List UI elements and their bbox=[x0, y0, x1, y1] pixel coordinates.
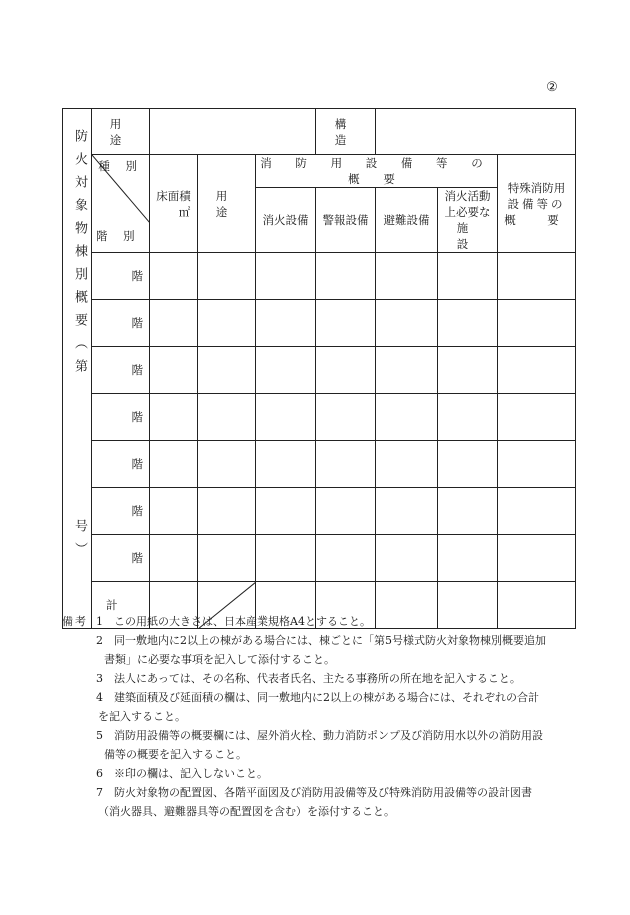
total-label: 計 bbox=[92, 582, 150, 629]
note-3: 3 法人にあっては、その名称、代表者氏名、主たる事務所の所在地を記入すること。 bbox=[96, 672, 521, 685]
note-2-continued: 書類」に必要な事項を記入して添付すること。 bbox=[104, 653, 335, 666]
fire-ext-input[interactable] bbox=[256, 441, 316, 488]
firefight-input[interactable] bbox=[438, 394, 498, 441]
use-cell-input[interactable] bbox=[198, 441, 256, 488]
form-title-upper: 防火対象物棟別概要（第 bbox=[72, 129, 87, 382]
table-row bbox=[63, 347, 576, 394]
evac-input[interactable] bbox=[376, 347, 438, 394]
note-2: 2 同一敷地内に2以上の棟がある場合には、棟ごとに「第5号様式防火対象物棟別概要追加 bbox=[96, 634, 546, 647]
fire-extinguishing-header: 消火設備 bbox=[256, 188, 316, 253]
special-line-3: 概 要 bbox=[504, 212, 569, 227]
special-equipment-header bbox=[498, 155, 576, 253]
firefight-line-3: 施 設 bbox=[456, 221, 500, 251]
firefight-input[interactable] bbox=[438, 488, 498, 535]
floor-label-cell: 階 bbox=[92, 347, 150, 394]
alarm-input[interactable] bbox=[316, 253, 376, 300]
alarm-input[interactable] bbox=[316, 394, 376, 441]
evac-input[interactable] bbox=[376, 253, 438, 300]
kind-floor-header bbox=[92, 155, 150, 253]
floor-area-input[interactable] bbox=[150, 347, 198, 394]
alarm-input[interactable] bbox=[316, 347, 376, 394]
use-cell-input[interactable] bbox=[198, 253, 256, 300]
form-title-lower: 号） bbox=[72, 519, 87, 565]
floor-area-label: 床面積 bbox=[156, 188, 191, 203]
table-row bbox=[63, 394, 576, 441]
floor-area-input[interactable] bbox=[150, 394, 198, 441]
note-1: 1 この用紙の大きさは、日本産業規格A4とすること。 bbox=[96, 615, 371, 628]
firefight-line-1: 消火活動 bbox=[444, 189, 491, 203]
evac-input[interactable] bbox=[376, 300, 438, 347]
floor-label-cell: 階 bbox=[92, 253, 150, 300]
use-cell-input[interactable] bbox=[198, 535, 256, 582]
special-input[interactable] bbox=[498, 441, 576, 488]
alarm-input[interactable] bbox=[316, 535, 376, 582]
floor-area-input[interactable] bbox=[150, 441, 198, 488]
note-5-continued: 備等の概要を記入すること。 bbox=[104, 748, 247, 761]
special-input[interactable] bbox=[498, 488, 576, 535]
firefighting-facility-header bbox=[438, 188, 498, 253]
use-cell-input[interactable] bbox=[198, 300, 256, 347]
fire-ext-input[interactable] bbox=[256, 347, 316, 394]
firefight-input[interactable] bbox=[438, 535, 498, 582]
kind-label: 種 別 bbox=[98, 159, 143, 173]
use-input[interactable] bbox=[150, 109, 316, 155]
note-6: 6 ※印の欄は、記入しないこと。 bbox=[96, 767, 268, 780]
page-number: ② bbox=[546, 80, 558, 95]
special-input[interactable] bbox=[498, 394, 576, 441]
special-input[interactable] bbox=[498, 347, 576, 394]
evac-input[interactable] bbox=[376, 394, 438, 441]
use-cell-input[interactable] bbox=[198, 488, 256, 535]
floor-area-input[interactable] bbox=[150, 535, 198, 582]
evac-input[interactable] bbox=[376, 488, 438, 535]
firefight-line-2: 上必要な bbox=[444, 205, 491, 219]
evac-input[interactable] bbox=[376, 535, 438, 582]
use-header: 用 途 bbox=[198, 155, 256, 253]
firefight-input[interactable] bbox=[438, 253, 498, 300]
vertical-title-cell bbox=[63, 109, 92, 629]
use-label: 用 途 bbox=[92, 109, 150, 155]
alarm-header: 警報設備 bbox=[316, 188, 376, 253]
table-row bbox=[63, 488, 576, 535]
fire-ext-input[interactable] bbox=[256, 394, 316, 441]
floor-area-unit: ㎡ bbox=[178, 204, 191, 219]
special-input[interactable] bbox=[498, 253, 576, 300]
floor-label-cell: 階 bbox=[92, 535, 150, 582]
floor-area-input[interactable] bbox=[150, 488, 198, 535]
evac-input[interactable] bbox=[376, 441, 438, 488]
note-7-continued: （消火器具、避難器具等の配置図を含む）を添付すること。 bbox=[98, 805, 395, 818]
special-line-1: 特殊消防用 bbox=[507, 180, 566, 195]
special-line-2: 設備等の bbox=[507, 196, 566, 211]
floor-label-cell: 階 bbox=[92, 488, 150, 535]
table-row bbox=[63, 535, 576, 582]
firefight-input[interactable] bbox=[438, 347, 498, 394]
alarm-input[interactable] bbox=[316, 488, 376, 535]
table-row bbox=[63, 253, 576, 300]
special-input[interactable] bbox=[498, 535, 576, 582]
structure-label: 構 造 bbox=[316, 109, 376, 155]
fire-ext-input[interactable] bbox=[256, 488, 316, 535]
alarm-input[interactable] bbox=[316, 300, 376, 347]
floor-label-cell: 階 bbox=[92, 441, 150, 488]
table-row bbox=[63, 441, 576, 488]
evacuation-header: 避難設備 bbox=[376, 188, 438, 253]
fire-ext-input[interactable] bbox=[256, 253, 316, 300]
equipment-overview-header: 消 防 用 設 備 等 の 概 要 bbox=[256, 155, 498, 188]
note-7: 7 防火対象物の配置図、各階平面図及び消防用設備等及び特殊消防用設備等の設計図書 bbox=[96, 786, 532, 799]
use-cell-input[interactable] bbox=[198, 394, 256, 441]
floor-area-input[interactable] bbox=[150, 300, 198, 347]
fire-ext-input[interactable] bbox=[256, 535, 316, 582]
structure-input[interactable] bbox=[376, 109, 576, 155]
floor-label: 階 別 bbox=[96, 229, 141, 243]
floor-label-cell: 階 bbox=[92, 394, 150, 441]
notes-heading: 備考 bbox=[62, 615, 88, 628]
note-4-continued: を記入すること。 bbox=[98, 710, 186, 723]
special-input[interactable] bbox=[498, 300, 576, 347]
table-row bbox=[63, 300, 576, 347]
fire-ext-input[interactable] bbox=[256, 300, 316, 347]
alarm-input[interactable] bbox=[316, 441, 376, 488]
floor-area-input[interactable] bbox=[150, 253, 198, 300]
use-cell-input[interactable] bbox=[198, 347, 256, 394]
firefight-input[interactable] bbox=[438, 441, 498, 488]
firefight-input[interactable] bbox=[438, 300, 498, 347]
floor-label-cell: 階 bbox=[92, 300, 150, 347]
note-4: 4 建築面積及び延面積の欄は、同一敷地内に2以上の棟がある場合には、それぞれの合計 bbox=[96, 691, 539, 704]
floor-area-header bbox=[150, 155, 198, 253]
note-5: 5 消防用設備等の概要欄には、屋外消火栓、動力消防ポンプ及び消防用水以外の消防用設 bbox=[96, 729, 543, 742]
building-overview-form bbox=[62, 108, 576, 629]
